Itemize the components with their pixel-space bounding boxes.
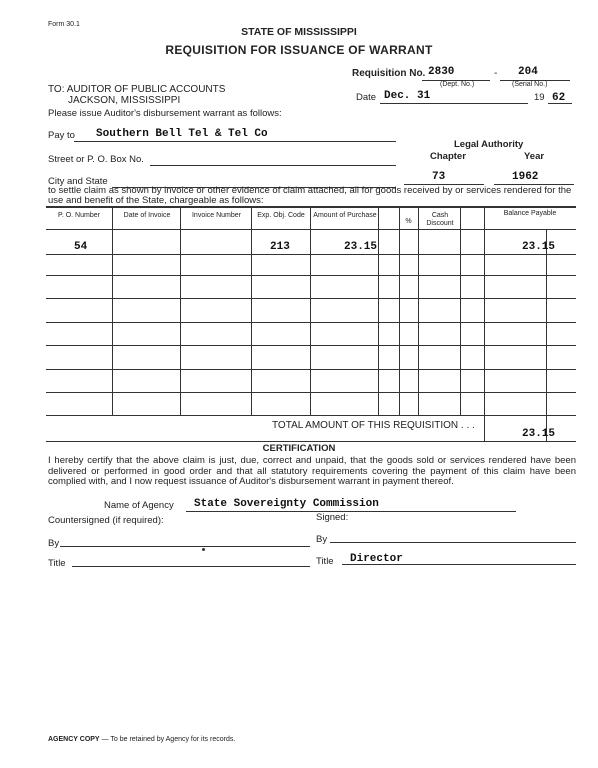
street-label: Street or P. O. Box No. bbox=[48, 154, 144, 165]
header-po-number: P. O. Number bbox=[58, 212, 100, 219]
countersigned-title-label: Title bbox=[48, 558, 66, 569]
stray-dot bbox=[202, 548, 205, 551]
total-value: 23.15 bbox=[522, 428, 556, 440]
header-exp-obj-code: Exp. Obj. Code bbox=[257, 212, 305, 219]
requisition-dash: - bbox=[494, 68, 498, 79]
certification-text: I hereby certify that the above claim is just, due, correct and unpaid, that the goods sold or services rendered have been delivered or performed in good order and that all statutory requirements covering the payment of this claim have been complied with, and I now request issuance of Auditor's disbursement warrant in payment thereof. bbox=[48, 455, 576, 487]
agency-value: State Sovereignty Commission bbox=[194, 498, 379, 510]
row-amount-of-purchase: 23.15 bbox=[344, 241, 378, 253]
countersigned-label: Countersigned (if required): bbox=[48, 515, 164, 526]
footer-retain-text: — To be retained by Agency for its records. bbox=[101, 736, 236, 743]
header-date-of-invoice: Date of Invoice bbox=[123, 212, 171, 219]
total-label: TOTAL AMOUNT OF THIS REQUISITION . . . bbox=[272, 420, 475, 431]
dept-number-caption: (Dept. No.) bbox=[440, 81, 475, 88]
state-heading: STATE OF MISSISSIPPI bbox=[241, 26, 357, 38]
chapter-label: Chapter bbox=[430, 151, 466, 162]
header-cash-discount: Cash Discount bbox=[426, 212, 454, 227]
page-title: REQUISITION FOR ISSUANCE OF WARRANT bbox=[165, 43, 433, 57]
legal-authority-label: Legal Authority bbox=[454, 139, 524, 150]
footer-agency-copy: AGENCY COPY bbox=[48, 736, 100, 743]
row-exp-obj-code: 213 bbox=[270, 241, 290, 253]
date-value: Dec. 31 bbox=[384, 90, 431, 102]
footer-note bbox=[48, 736, 235, 743]
header-balance-payable: Balance Payable bbox=[503, 210, 557, 217]
year-value: 1962 bbox=[512, 171, 539, 183]
to-line-2: JACKSON, MISSISSIPPI bbox=[68, 95, 181, 106]
please-issue-text: Please issue Auditor's disbursement warrant as follows: bbox=[48, 108, 282, 119]
countersigned-by-label: By bbox=[48, 538, 60, 549]
row-balance-payable: 23.15 bbox=[522, 241, 556, 253]
header-invoice-number: Invoice Number bbox=[191, 212, 242, 219]
serial-number-caption: (Serial No.) bbox=[512, 81, 548, 88]
signed-title-value: Director bbox=[350, 553, 403, 565]
chapter-value: 73 bbox=[432, 171, 446, 183]
settle-claim-text: to settle claim as shown by invoice or other evidence of claim attached, all for goods received by or services rendered for the use and benefit of the State, chargeable as follows: bbox=[48, 185, 572, 206]
year-label: Year bbox=[524, 151, 545, 162]
signed-label: Signed: bbox=[316, 512, 349, 523]
city-label: City and State bbox=[48, 176, 108, 187]
certification-title: CERTIFICATION bbox=[262, 443, 336, 454]
signed-by-label: By bbox=[316, 534, 328, 545]
date-label: Date bbox=[356, 92, 377, 103]
header-percent: % bbox=[405, 218, 412, 225]
signed-title-label: Title bbox=[316, 556, 334, 567]
dept-number-value: 2830 bbox=[428, 66, 455, 78]
pay-to-value: Southern Bell Tel & Tel Co bbox=[96, 128, 268, 140]
serial-number-value: 204 bbox=[518, 66, 538, 78]
year-prefix: 19 bbox=[534, 92, 545, 103]
to-line-1: TO: AUDITOR OF PUBLIC ACCOUNTS bbox=[48, 84, 226, 95]
header-amount-of-purchase: Amount of Purchase bbox=[313, 212, 377, 219]
agency-label: Name of Agency bbox=[104, 500, 174, 511]
pay-to-label: Pay to bbox=[48, 130, 75, 141]
row-po-number: 54 bbox=[74, 241, 88, 253]
form-number: Form 30.1 bbox=[48, 21, 80, 28]
date-year-value: 62 bbox=[552, 92, 566, 104]
requisition-label: Requisition No. bbox=[352, 68, 426, 79]
